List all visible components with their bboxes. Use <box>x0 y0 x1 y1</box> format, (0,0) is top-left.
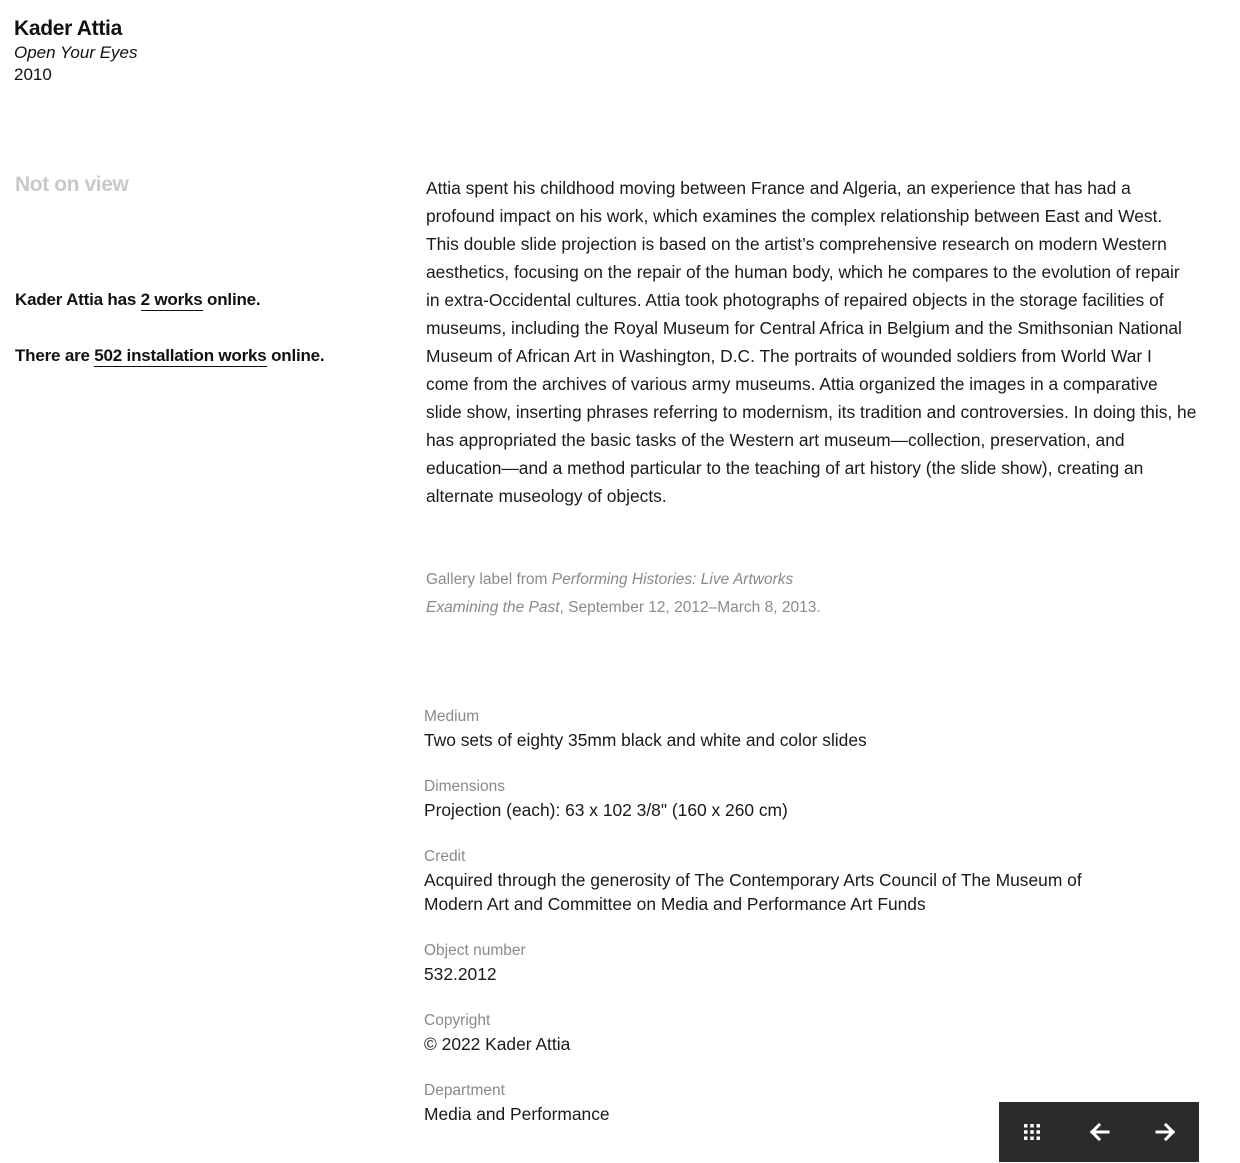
artist-works-suffix: online. <box>202 290 261 309</box>
artist-name[interactable]: Kader Attia <box>14 17 122 40</box>
installation-works-link[interactable]: 502 installation works <box>94 346 267 365</box>
installation-works-prefix: There are <box>15 346 95 365</box>
detail-value: Two sets of eighty 35mm black and white and color slides <box>424 730 867 750</box>
artist-works-link[interactable]: 2 works <box>140 290 203 309</box>
grid-view-button[interactable] <box>1009 1109 1055 1155</box>
grid-icon <box>1022 1122 1042 1142</box>
detail-value: Projection (each): 63 x 102 3/8" (160 x 260 cm) <box>424 800 788 820</box>
detail-label: Credit <box>424 848 466 865</box>
view-status: Not on view <box>15 173 129 196</box>
detail-label: Medium <box>424 708 480 725</box>
sidebar <box>15 170 395 365</box>
detail-label: Department <box>424 1082 505 1099</box>
artwork-header <box>14 16 138 86</box>
detail-label: Copyright <box>424 1012 491 1029</box>
detail-copyright <box>424 1010 1114 1056</box>
gallery-label-prefix: Gallery label from <box>426 571 552 588</box>
detail-dimensions <box>424 776 1114 822</box>
installation-works-promo <box>15 343 324 369</box>
detail-value: Media and Performance <box>424 1104 610 1124</box>
next-artwork-button[interactable] <box>1143 1109 1189 1155</box>
arrow-right-icon <box>1155 1122 1177 1142</box>
detail-credit <box>424 846 1114 916</box>
detail-value: 532.2012 <box>424 964 497 984</box>
detail-label: Object number <box>424 942 526 959</box>
artwork-title: Open Your Eyes <box>14 43 138 62</box>
detail-value: Acquired through the generosity of The Contemporary Arts Council of The Museum of Modern Art and Committee on Media and Performance Art Funds <box>424 870 1082 914</box>
detail-label: Dimensions <box>424 778 505 795</box>
detail-object-number <box>424 940 1114 986</box>
installation-works-suffix: online. <box>266 346 325 365</box>
artwork-navigation <box>999 1102 1199 1162</box>
artwork-date: 2010 <box>14 65 52 84</box>
artwork-description: Attia spent his childhood moving between France and Algeria, an experience that has had a profound impact on his work, which examines the complex relationship between East and West. This double slide projection is based on the artist’s comprehensive research on modern Western aesthetics, focusing on the repair of the human body, which he compares to the evolution of repair in extra-Occidental cultures. Attia took photographs of repaired objects in the storage facilities of museums, including the Royal Museum for Central Africa in Belgium and the Smithsonian National Museum of African Art in Washington, D.C. The portraits of wounded soldiers from World War I come from the archives of various army museums. Attia organized the images in a comparative slide show, inserting phrases referring to modernism, its tradition and controversies. In doing this, he has appropriated the basic tasks of the Western art museum—collection, preservation, and education—and a method particular to the teaching of art history (the slide show), creating an alternate museology of objects. <box>426 178 1197 506</box>
artwork-details <box>424 706 1114 1150</box>
exhibition-dates: , September 12, 2012–March 8, 2013. <box>559 599 821 616</box>
artist-works-promo <box>15 287 260 313</box>
exhibition-title: Performing Histories: Live Artworks Examining the Past <box>426 571 794 616</box>
previous-artwork-button[interactable] <box>1076 1109 1122 1155</box>
detail-value: © 2022 Kader Attia <box>424 1034 571 1054</box>
arrow-left-icon <box>1088 1122 1110 1142</box>
gallery-label-source <box>426 566 866 622</box>
artist-works-prefix: Kader Attia has <box>15 290 141 309</box>
detail-medium <box>424 706 1114 752</box>
